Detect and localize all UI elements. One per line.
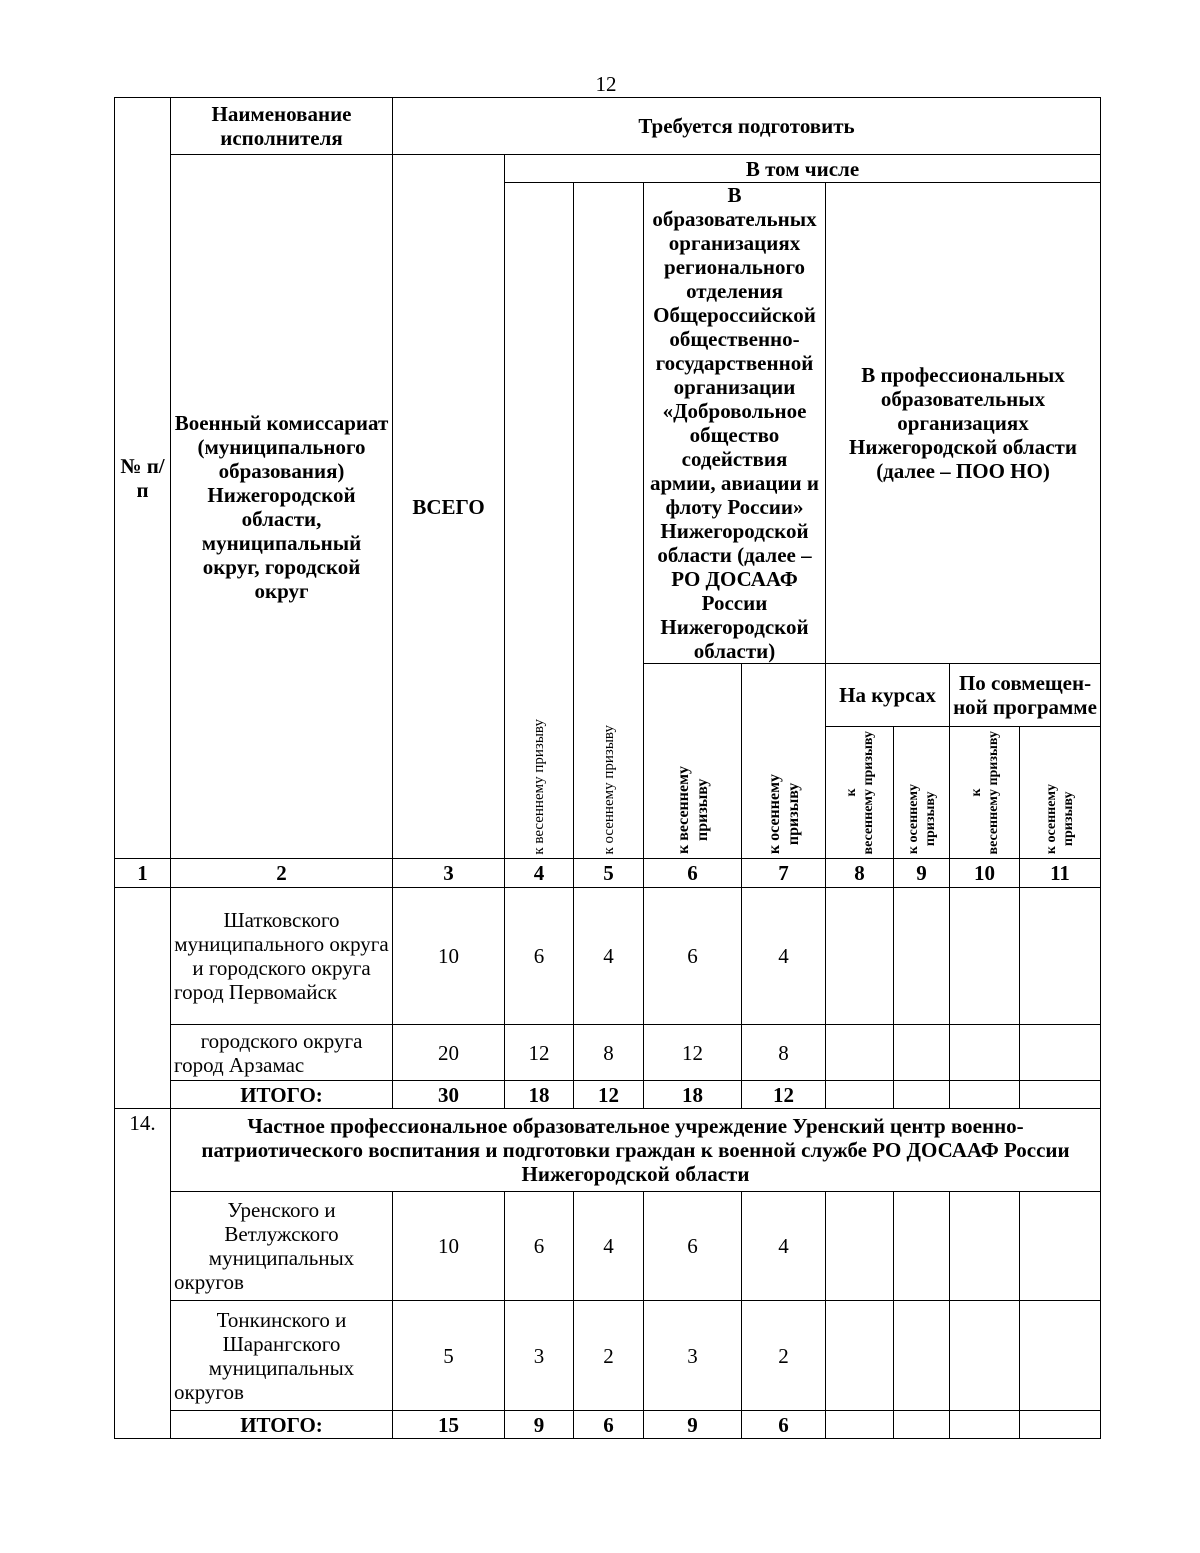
dosaaf-spring-cell: 6 xyxy=(644,888,742,1025)
empty-cell xyxy=(950,1192,1020,1301)
empty-cell xyxy=(1020,1301,1101,1411)
section-14-title-row xyxy=(115,1109,1101,1192)
table-row xyxy=(115,1301,1101,1411)
dosaaf-spring-cell: 6 xyxy=(644,1192,742,1301)
dosaaf-header: В образовательных организациях регионального отделения Общероссийской общественно-государственной организации «Добровольное общество содействия армии, авиации и флоту России» Нижегородской области (далее – РО ДОСААФ России Нижегородской области) xyxy=(644,183,826,664)
autumn-draft-header: к осеннему призыву xyxy=(574,183,644,859)
empty-cell xyxy=(826,1081,894,1109)
executor-name: городского округа город Арзамас xyxy=(171,1025,393,1081)
itogo-total: 15 xyxy=(393,1411,505,1439)
total-cell: 10 xyxy=(393,888,505,1025)
col-num-5: 5 xyxy=(574,859,644,888)
empty-cell xyxy=(826,1301,894,1411)
section-14-number: 14. xyxy=(115,1109,171,1439)
executor-name: Тонкинского и Шарангского муниципальных округов xyxy=(171,1301,393,1411)
executor-header: Наименование исполнителя xyxy=(171,98,393,155)
header-row-1 xyxy=(115,98,1101,155)
column-numbers-row xyxy=(115,859,1101,888)
empty-cell xyxy=(894,1301,950,1411)
col-num-3: 3 xyxy=(393,859,505,888)
dosaaf-spring-cell: 3 xyxy=(644,1301,742,1411)
col-num-6: 6 xyxy=(644,859,742,888)
itogo-label: ИТОГО: xyxy=(171,1411,393,1439)
page-number: 12 xyxy=(595,72,617,96)
empty-cell xyxy=(894,1411,950,1439)
dosaaf-autumn-cell: 8 xyxy=(742,1025,826,1081)
executor-name: Уренского и Ветлужского муниципальных округов xyxy=(171,1192,393,1301)
col-num-2: 2 xyxy=(171,859,393,888)
itogo-dosaaf-spring: 18 xyxy=(644,1081,742,1109)
empty-cell xyxy=(1020,1192,1101,1301)
empty-cell xyxy=(826,888,894,1025)
empty-cell xyxy=(1020,1411,1101,1439)
autumn-cell: 4 xyxy=(574,1192,644,1301)
itogo-label: ИТОГО: xyxy=(171,1081,393,1109)
header-row-2 xyxy=(115,155,1101,183)
itogo-autumn: 12 xyxy=(574,1081,644,1109)
col-num-7: 7 xyxy=(742,859,826,888)
autumn-cell: 2 xyxy=(574,1301,644,1411)
autumn-cell: 8 xyxy=(574,1025,644,1081)
itogo-dosaaf-spring: 9 xyxy=(644,1411,742,1439)
empty-cell xyxy=(894,1025,950,1081)
dosaaf-autumn-cell: 2 xyxy=(742,1301,826,1411)
itogo-spring: 18 xyxy=(505,1081,574,1109)
col-num-11: 11 xyxy=(1020,859,1101,888)
combined-spring-header: к весеннему призыву xyxy=(950,727,1020,859)
itogo-row xyxy=(115,1081,1101,1109)
empty-cell xyxy=(1020,888,1101,1025)
table-row xyxy=(115,1192,1101,1301)
spring-draft-header: к весеннему призыву xyxy=(505,183,574,859)
col-num-8: 8 xyxy=(826,859,894,888)
itogo-dosaaf-autumn: 12 xyxy=(742,1081,826,1109)
poo-header: В профессиональных образовательных организациях Нижегородской области (далее – ПОО НО) xyxy=(826,183,1101,664)
empty-cell xyxy=(894,1192,950,1301)
row-number-empty xyxy=(115,888,171,1109)
col-num-4: 4 xyxy=(505,859,574,888)
empty-cell xyxy=(950,1301,1020,1411)
col-num-10: 10 xyxy=(950,859,1020,888)
combined-autumn-header: к осеннему призыву xyxy=(1020,727,1101,859)
empty-cell xyxy=(894,1081,950,1109)
courses-header: На курсах xyxy=(826,664,950,727)
training-table xyxy=(114,97,1101,1439)
empty-cell xyxy=(1020,1025,1101,1081)
combined-header: По совмещен-ной программе xyxy=(950,664,1101,727)
total-cell: 10 xyxy=(393,1192,505,1301)
dosaaf-autumn-header: к осеннему призыву xyxy=(742,664,826,859)
empty-cell xyxy=(1020,1081,1101,1109)
spring-cell: 12 xyxy=(505,1025,574,1081)
autumn-cell: 4 xyxy=(574,888,644,1025)
table-row xyxy=(115,888,1101,1025)
total-header: ВСЕГО xyxy=(393,155,505,859)
empty-cell xyxy=(894,888,950,1025)
empty-cell xyxy=(950,1411,1020,1439)
empty-cell xyxy=(826,1192,894,1301)
dosaaf-autumn-cell: 4 xyxy=(742,888,826,1025)
col-num-9: 9 xyxy=(894,859,950,888)
empty-cell xyxy=(826,1025,894,1081)
itogo-dosaaf-autumn: 6 xyxy=(742,1411,826,1439)
dosaaf-spring-header: к весеннему призыву xyxy=(644,664,742,859)
empty-cell xyxy=(826,1411,894,1439)
num-header: № п/п xyxy=(115,98,171,859)
empty-cell xyxy=(950,1081,1020,1109)
itogo-total: 30 xyxy=(393,1081,505,1109)
col-num-1: 1 xyxy=(115,859,171,888)
itogo-row xyxy=(115,1411,1101,1439)
courses-spring-header: к весеннему призыву xyxy=(826,727,894,859)
itogo-spring: 9 xyxy=(505,1411,574,1439)
spring-cell: 3 xyxy=(505,1301,574,1411)
total-cell: 20 xyxy=(393,1025,505,1081)
section-14-title: Частное профессиональное образовательное учреждение Уренский центр военно-патриотического воспитания и подготовки граждан к военной службе РО ДОСААФ России Нижегородской области xyxy=(171,1109,1101,1192)
empty-cell xyxy=(950,888,1020,1025)
courses-autumn-header: к осеннему призыву xyxy=(894,727,950,859)
required-header: Требуется подготовить xyxy=(393,98,1101,155)
spring-cell: 6 xyxy=(505,1192,574,1301)
table-row xyxy=(115,1025,1101,1081)
commissariat-header: Военный комиссариат (муниципального образования) Нижегородской области, муниципальный округ, городской округ xyxy=(171,155,393,859)
dosaaf-spring-cell: 12 xyxy=(644,1025,742,1081)
total-cell: 5 xyxy=(393,1301,505,1411)
dosaaf-autumn-cell: 4 xyxy=(742,1192,826,1301)
empty-cell xyxy=(950,1025,1020,1081)
spring-cell: 6 xyxy=(505,888,574,1025)
including-header: В том числе xyxy=(505,155,1101,183)
itogo-autumn: 6 xyxy=(574,1411,644,1439)
executor-name: Шатковского муниципального округа и городского округа город Первомайск xyxy=(171,888,393,1025)
